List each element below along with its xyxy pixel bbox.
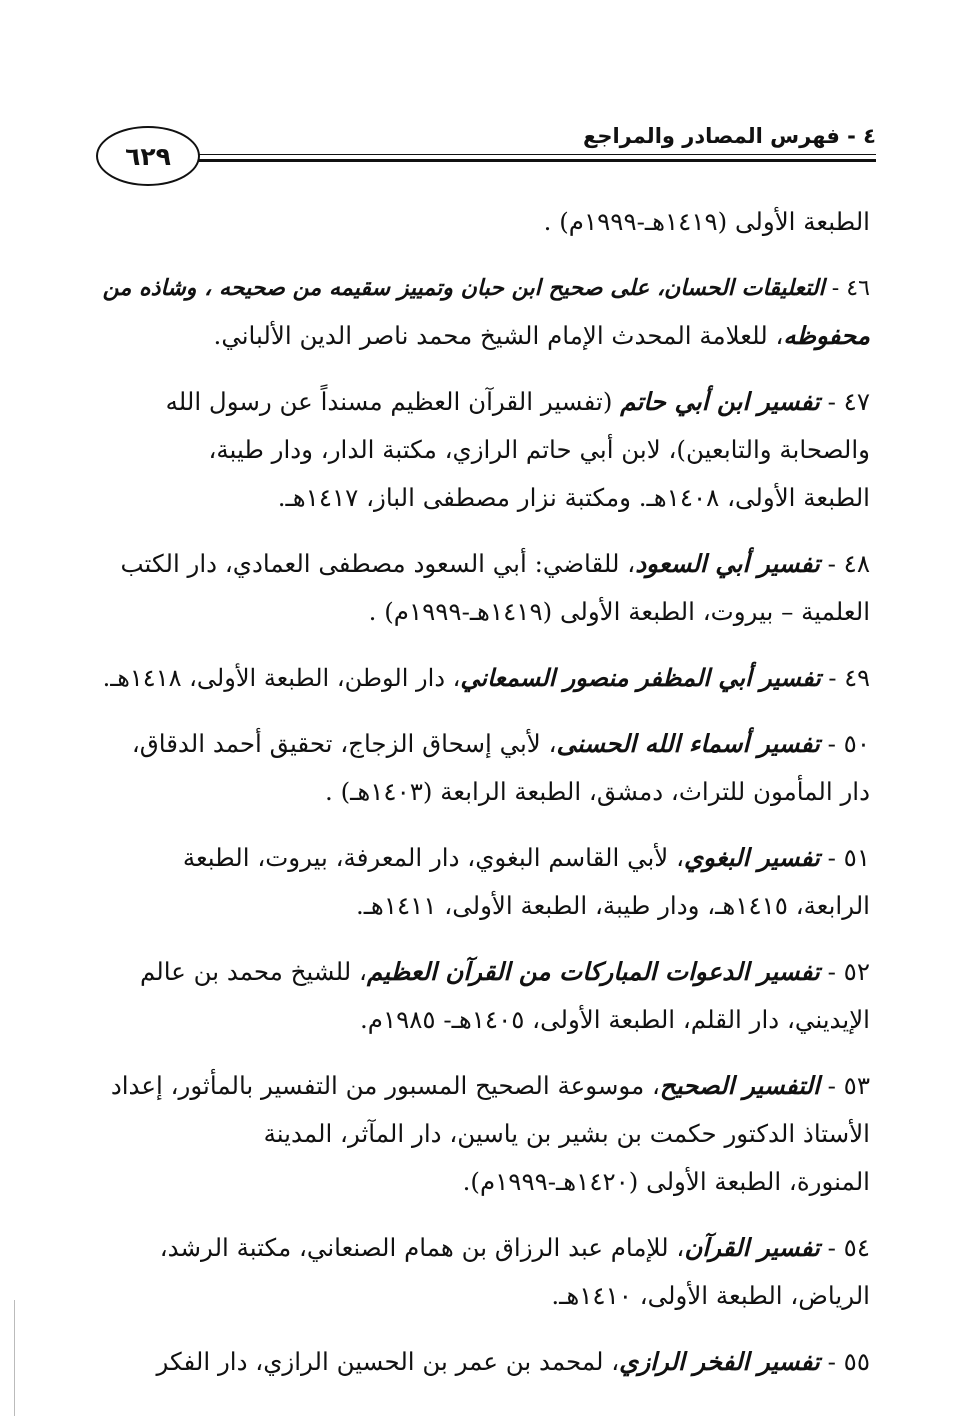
entry-number: ٥٢ -	[819, 957, 870, 986]
entry-title: التفسير الصحيح	[659, 1071, 820, 1100]
header-rule-thick	[182, 159, 876, 162]
entry-title: تفسير البغوي	[683, 843, 820, 872]
entry-number: ٤٩ -	[820, 664, 870, 692]
entry-number: ٤٦ -	[824, 275, 870, 301]
page-number-oval	[96, 126, 200, 186]
text-line	[102, 768, 870, 816]
text-line	[102, 540, 870, 588]
entry-title: تفسير ابن أبي حاتم	[620, 387, 820, 416]
entry-title: محفوظه	[783, 321, 870, 350]
entry-text: الرابعة، ١٤١٥هـ، ودار طيبة، الطبعة الأولى، ١٤١١هـ.	[355, 891, 870, 920]
entry-gap	[102, 702, 870, 720]
entry-title: تفسير أبي السعود	[635, 549, 820, 578]
entry-text: الرياض، الطبعة الأولى، ١٤١٠هـ.	[551, 1281, 870, 1310]
entry-text: الطبعة الأولى (١٤١٩هـ-١٩٩٩م) .	[543, 207, 870, 236]
entry-title: تفسير القرآن	[684, 1233, 820, 1262]
text-line	[102, 312, 870, 360]
entry-number: ٥٥ -	[819, 1347, 870, 1376]
entry-gap	[102, 1320, 870, 1338]
entry-gap	[102, 360, 870, 378]
entry-number: ٥١ -	[819, 843, 870, 872]
entry-title: تفسير أسماء الله الحسنى	[556, 729, 820, 758]
entry-gap	[102, 246, 870, 264]
entry-text: ، لأبي إسحاق الزجاج، تحقيق أحمد الدقاق،	[131, 729, 557, 758]
entry-text: ، لمحمد بن عمر بن الحسين الرازي، دار الفكر	[156, 1347, 620, 1376]
entry-text: ، للقاضي: أبي السعود مصطفى العمادي، دار الكتب	[120, 549, 636, 578]
entry-text: ، للشيخ محمد بن عالم	[139, 957, 367, 986]
entry-title: تفسير أبي المظفر منصور السمعاني	[460, 664, 821, 692]
running-title: ٤ - فهرس المصادر والمراجع	[582, 124, 876, 148]
entry-gap	[102, 1206, 870, 1224]
text-line	[102, 1158, 870, 1206]
entry-text: ، للإمام عبد الرزاق بن همام الصنعاني، مكتبة الرشد،	[159, 1233, 685, 1262]
entry-number: ٥٤ -	[819, 1233, 870, 1262]
page-header	[96, 112, 876, 202]
entry-text: الأستاذ الدكتور حكمت بن بشير بن ياسين، دار المآثر، المدينة	[263, 1119, 870, 1148]
text-line	[102, 426, 870, 474]
entry-text: ، موسوعة الصحيح المسبور من التفسير بالمأثور، إعداد	[110, 1071, 660, 1100]
entry-number: ٤٧ -	[819, 387, 870, 416]
entry-text: الطبعة الأولى، ١٤٠٨هـ. ومكتبة نزار مصطفى الباز، ١٤١٧هـ.	[277, 483, 870, 512]
entry-number: ٤٨ -	[819, 549, 870, 578]
header-rule-thin	[182, 154, 876, 155]
entry-text: ، دار الوطن، الطبعة الأولى، ١٤١٨هـ.	[102, 664, 461, 692]
text-line	[102, 882, 870, 930]
entry-text: ، لأبي القاسم البغوي، دار المعرفة، بيروت، الطبعة	[182, 843, 684, 872]
text-line	[102, 588, 870, 636]
entry-text: الإيديني، دار القلم، الطبعة الأولى، ١٤٠٥هـ- ١٩٨٥م.	[359, 1005, 870, 1034]
entry-title: التعليقات الحسان، على صحيح ابن حبان وتمييز سقيمه من صحيحه ، وشاذه من	[102, 275, 825, 301]
scan-edge-line	[14, 1300, 15, 1416]
text-line	[102, 198, 870, 246]
text-line	[102, 1062, 870, 1110]
text-line	[102, 996, 870, 1044]
entry-text: والصحابة والتابعين)، لابن أبي حاتم الرازي، مكتبة الدار، ودار طيبة،	[208, 435, 870, 464]
text-line	[102, 720, 870, 768]
entry-gap	[102, 636, 870, 654]
entry-gap	[102, 1044, 870, 1062]
text-line	[102, 474, 870, 522]
text-line	[102, 948, 870, 996]
entry-gap	[102, 930, 870, 948]
text-line	[102, 264, 870, 312]
text-line	[102, 1110, 870, 1158]
text-line	[102, 378, 870, 426]
entry-text: ، للعلامة المحدث الإمام الشيخ محمد ناصر الدين الألباني.	[213, 321, 784, 350]
entry-text: العلمية – بيروت، الطبعة الأولى (١٤١٩هـ-١٩٩٩م) .	[368, 597, 870, 626]
entry-number: ٥٠ -	[819, 729, 870, 758]
entry-title: تفسير الفخر الرازي	[619, 1347, 820, 1376]
text-line	[102, 1272, 870, 1320]
text-line	[102, 834, 870, 882]
entry-gap	[102, 816, 870, 834]
entry-title: تفسير الدعوات المباركات من القرآن العظيم	[366, 957, 820, 986]
page-number: ٦٢٩	[125, 141, 171, 171]
text-line	[102, 654, 870, 702]
entry-text: (تفسير القرآن العظيم مسنداً عن رسول الله	[165, 387, 621, 416]
text-line	[102, 1338, 870, 1386]
entry-text: دار المأمون للتراث، دمشق، الطبعة الرابعة (١٤٠٣هـ) .	[325, 777, 870, 806]
entry-text: المنورة، الطبعة الأولى (١٤٢٠هـ-١٩٩٩م).	[462, 1167, 870, 1196]
entry-gap	[102, 522, 870, 540]
entry-number: ٥٣ -	[819, 1071, 870, 1100]
text-line	[102, 1224, 870, 1272]
bibliography-body	[102, 198, 870, 1386]
